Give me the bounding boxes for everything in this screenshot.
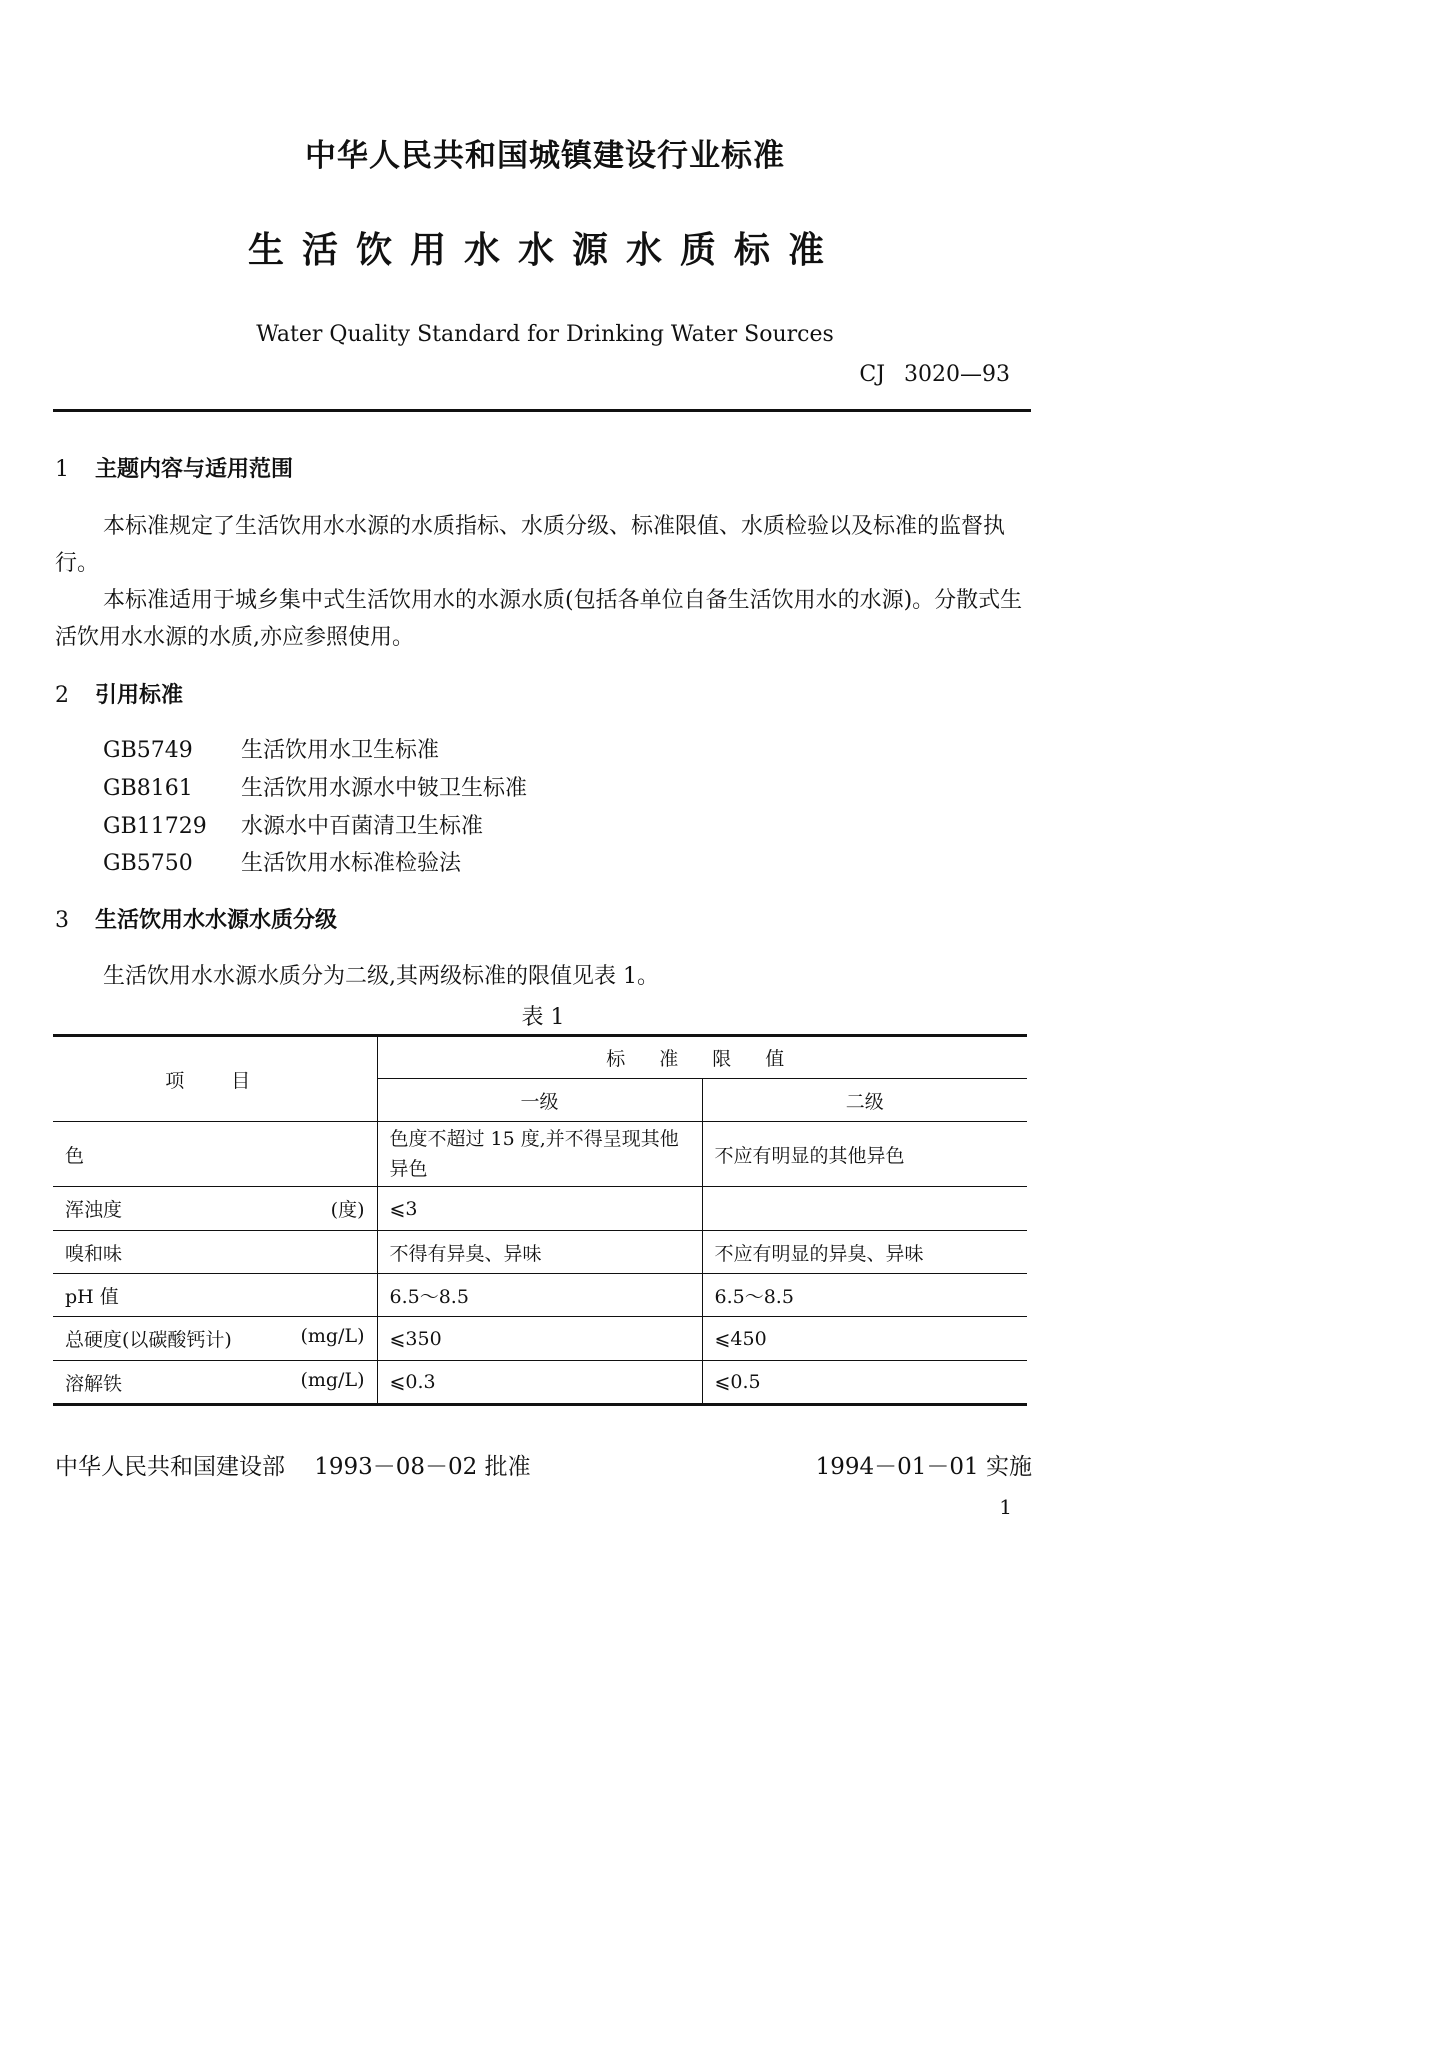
grade1-cell: ⩽0.3 (377, 1361, 702, 1405)
grade2-cell (702, 1187, 1027, 1231)
header-limits-cell (377, 1036, 1027, 1079)
water-quality-table (53, 1034, 1027, 1406)
item-cell (53, 1361, 377, 1405)
section-number: 3 (55, 908, 69, 933)
section-3-heading (55, 903, 337, 934)
reference-code: GB5750 (103, 851, 193, 876)
document-title: 生活饮用水水源水质标准 (247, 230, 842, 271)
footer-approval (55, 1448, 531, 1481)
grade1-cell: 色度不超过 15 度,并不得呈现其他异色 (377, 1122, 702, 1187)
grade2-cell: 6.5～8.5 (702, 1274, 1027, 1317)
item-unit: (度) (330, 1199, 365, 1221)
grade1-cell: ⩽3 (377, 1187, 702, 1231)
grade2-cell: ⩽450 (702, 1317, 1027, 1361)
section-title: 引用标准 (95, 683, 184, 708)
approval-date: 1993－08－02 批准 (314, 1454, 531, 1480)
table-caption: 表 1 (521, 1005, 565, 1030)
grade2-cell: ⩽0.5 (702, 1361, 1027, 1405)
section-title: 生活饮用水水源水质分级 (95, 908, 338, 933)
reference-title: 生活饮用水源水中铍卫生标准 (241, 776, 528, 801)
header-grade1: 一级 (377, 1079, 702, 1122)
header-item-cell (53, 1036, 377, 1122)
grade1-cell: 不得有异臭、异味 (377, 1231, 702, 1274)
item-name: 总硬度(以碳酸钙计) (65, 1329, 232, 1351)
item-name: 溶解铁 (65, 1372, 123, 1395)
section-1-paragraph-2: 本标准适用于城乡集中式生活饮用水的水源水质(包括各单位自备生活饮用水的水源)。分散式生活饮用水水源的水质,亦应参照使用。 (55, 588, 1023, 650)
table-row (53, 1361, 1027, 1405)
section-1-heading (55, 452, 293, 483)
grade2-cell: 不应有明显的异臭、异味 (702, 1231, 1027, 1274)
code-number: 3020—93 (904, 362, 1010, 387)
table-row (53, 1187, 1027, 1231)
issuer-heading: 中华人民共和国城镇建设行业标准 (305, 138, 785, 174)
section-1-paragraph-1: 本标准规定了生活饮用水水源的水质指标、水质分级、标准限值、水质检验以及标准的监督执行。 (55, 514, 1006, 576)
table-row (53, 1274, 1027, 1317)
section-title: 主题内容与适用范围 (95, 457, 294, 482)
table-row (53, 1231, 1027, 1274)
reference-code: GB8161 (103, 776, 193, 801)
table-row (53, 1122, 1027, 1187)
reference-title: 生活饮用水标准检验法 (241, 851, 462, 876)
reference-code: GB11729 (103, 814, 207, 839)
reference-item (103, 846, 461, 877)
reference-code: GB5749 (103, 738, 193, 763)
item-unit: (mg/L) (300, 1368, 365, 1391)
reference-item (103, 809, 483, 840)
reference-title: 生活饮用水卫生标准 (241, 738, 440, 763)
page-number: 1 (999, 1495, 1012, 1519)
item-unit: (mg/L) (300, 1325, 365, 1347)
table-row (53, 1317, 1027, 1361)
grade1-cell: ⩽350 (377, 1317, 702, 1361)
reference-item (103, 733, 439, 764)
approving-authority: 中华人民共和国建设部 (55, 1454, 285, 1480)
section-number: 2 (55, 683, 69, 708)
header-grade2: 二级 (702, 1079, 1027, 1122)
english-title: Water Quality Standard for Drinking Water Sources (256, 322, 834, 347)
section-3-paragraph-1: 生活饮用水水源水质分为二级,其两级标准的限值见表 1。 (103, 964, 659, 989)
item-cell (53, 1122, 377, 1187)
header-item-label: 项 目 (165, 1069, 265, 1092)
grade2-cell: 不应有明显的其他异色 (702, 1122, 1027, 1187)
standard-code (859, 362, 1010, 387)
code-prefix: CJ (859, 362, 886, 387)
item-cell (53, 1231, 377, 1274)
item-name: pH 值 (65, 1285, 119, 1308)
grade1-cell: 6.5～8.5 (377, 1274, 702, 1317)
item-name: 嗅和味 (65, 1242, 123, 1265)
section-number: 1 (55, 457, 69, 482)
item-cell (53, 1187, 377, 1231)
header-limits-label: 标 准 限 值 (606, 1048, 799, 1070)
header-rule (53, 409, 1031, 412)
footer-effective-date: 1994－01－01 实施 (815, 1454, 1032, 1480)
reference-item (103, 771, 527, 802)
item-name: 色 (65, 1144, 85, 1167)
item-cell (53, 1317, 377, 1361)
item-name: 浑浊度 (65, 1199, 123, 1221)
reference-title: 水源水中百菌清卫生标准 (241, 814, 484, 839)
section-2-heading (55, 678, 183, 709)
item-cell (53, 1274, 377, 1317)
